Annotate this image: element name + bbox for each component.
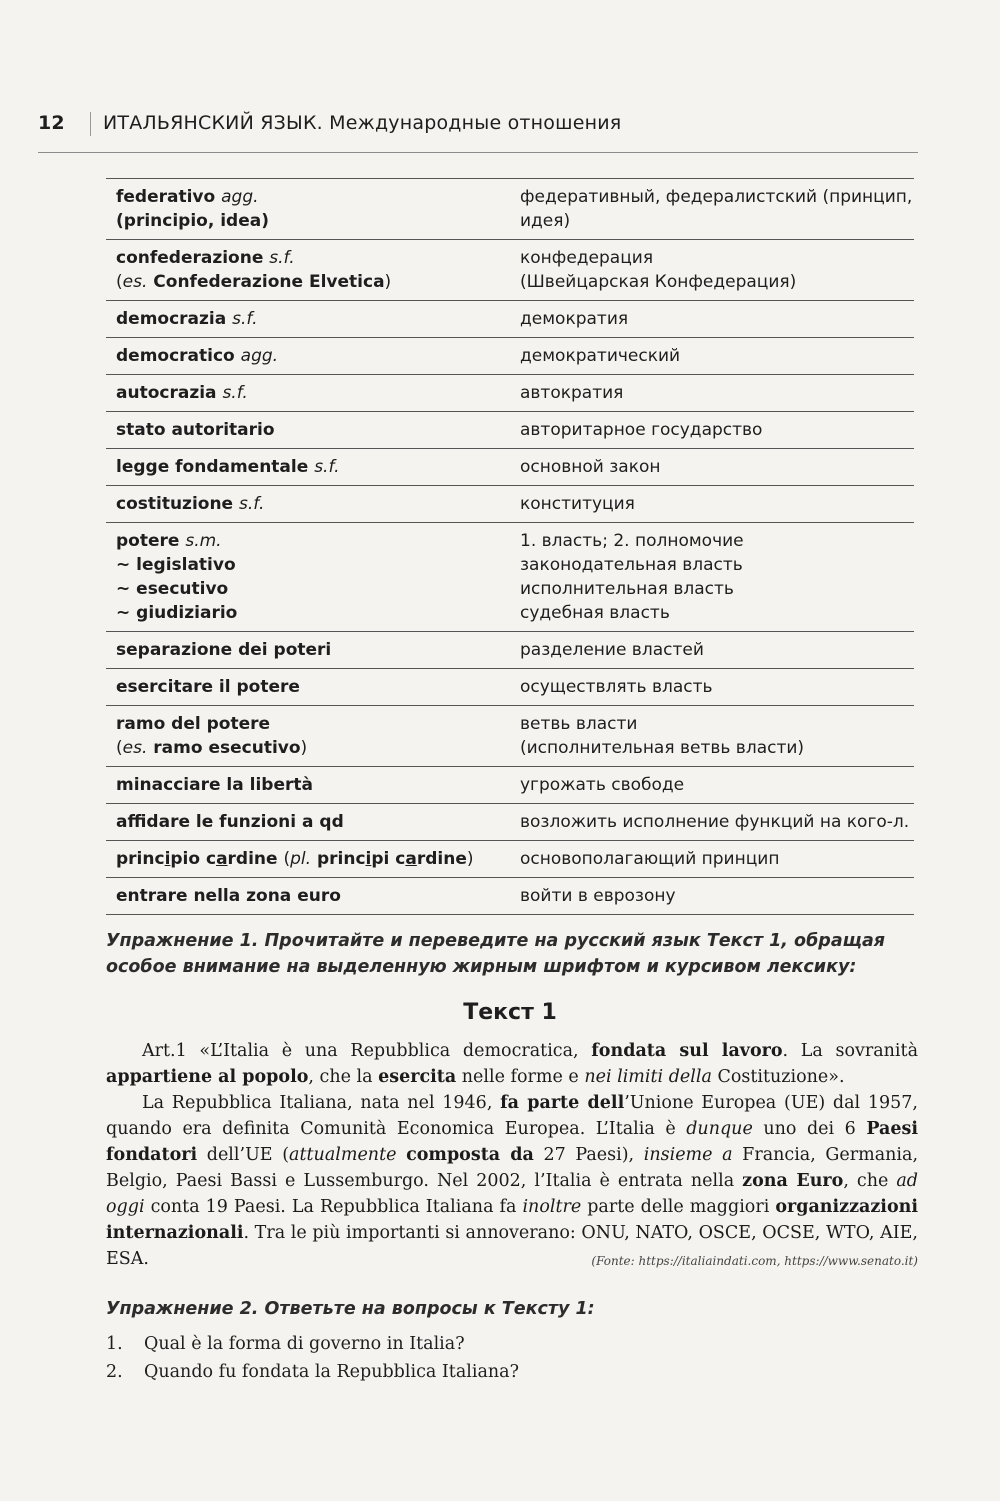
term-fragment: agg. bbox=[221, 187, 259, 207]
term-fragment: ramo esecutivo bbox=[147, 738, 301, 758]
term-fragment: a bbox=[216, 849, 228, 869]
question-item bbox=[106, 1330, 918, 1358]
term-fragment: ) bbox=[466, 849, 474, 869]
translation-line: ветвь власти bbox=[520, 714, 638, 734]
translation-line: войти в еврозону bbox=[520, 886, 676, 906]
term-line bbox=[116, 736, 510, 760]
italian-term bbox=[106, 638, 510, 662]
bold-term: fa parte dell bbox=[500, 1093, 625, 1113]
text-run: La Repubblica Italiana, nata nel 1946, bbox=[142, 1093, 501, 1113]
text-run: , che la bbox=[308, 1067, 379, 1087]
vocab-row bbox=[106, 375, 914, 412]
term-fragment: princ bbox=[311, 849, 366, 869]
source-citation: (Fonte: https://italiaindati.com, https://www.senato.it) bbox=[591, 1254, 918, 1268]
italic-term: dunque bbox=[686, 1119, 753, 1139]
term-fragment: rdine bbox=[416, 849, 467, 869]
paragraph bbox=[106, 1090, 918, 1272]
question-item bbox=[106, 1358, 918, 1386]
translation-line: разделение властей bbox=[520, 640, 704, 660]
text-run: conta 19 Paesi. La Repubblica Italiana fa bbox=[144, 1197, 523, 1217]
term-fragment: pi c bbox=[371, 849, 406, 869]
term-fragment: (principio, idea) bbox=[116, 211, 269, 231]
vocab-row bbox=[106, 179, 914, 240]
term-line bbox=[116, 553, 510, 577]
term-line bbox=[116, 773, 510, 797]
italic-term: insieme a bbox=[643, 1145, 733, 1165]
translation-line: идея) bbox=[520, 211, 571, 231]
text-run: Francia, Germania, Belgio, Paesi Bassi e Lussemburgo. Nel 2002, l’Italia è entrata nella bbox=[106, 1145, 919, 1191]
term-fragment: s.m. bbox=[185, 531, 222, 551]
bold-term: fondata sul lavoro bbox=[591, 1041, 783, 1061]
vocab-row bbox=[106, 706, 914, 767]
term-line bbox=[116, 418, 510, 442]
term-fragment: i bbox=[365, 849, 372, 869]
term-line bbox=[116, 675, 510, 699]
text-run: . Tra le più importanti si annoverano: ONU, NATO, OSCE, OCSE, WTO, AIE, ESA. bbox=[106, 1223, 918, 1269]
italian-term bbox=[106, 712, 510, 760]
bold-term: organizzazioni internazionali bbox=[106, 1197, 918, 1243]
italian-term bbox=[106, 455, 510, 479]
running-header bbox=[38, 112, 918, 136]
text-1-body bbox=[106, 1038, 918, 1272]
term-fragment: es. bbox=[122, 272, 148, 292]
term-fragment: a bbox=[405, 849, 417, 869]
text-run: 27 Paesi), bbox=[533, 1145, 644, 1165]
bold-term: appartiene al popolo bbox=[106, 1067, 309, 1087]
exercise-2-instruction: Упражнение 2. Ответьте на вопросы к Тексту 1: bbox=[106, 1299, 595, 1319]
italian-term bbox=[106, 381, 510, 405]
term-fragment: democratico bbox=[116, 346, 241, 366]
vocab-row bbox=[106, 338, 914, 375]
vocab-row bbox=[106, 412, 914, 449]
russian-translation bbox=[510, 638, 914, 662]
translation-line: угрожать свободе bbox=[520, 775, 685, 795]
russian-translation bbox=[510, 675, 914, 699]
vocabulary-table bbox=[106, 178, 914, 915]
bold-term: zona Euro bbox=[742, 1171, 844, 1191]
italian-term bbox=[106, 185, 510, 233]
question-list bbox=[106, 1330, 918, 1386]
term-fragment: Confederazione Elvetica bbox=[147, 272, 385, 292]
page-number: 12 bbox=[38, 112, 65, 134]
translation-line: 1. власть; 2. полномочие bbox=[520, 531, 744, 551]
term-fragment: confederazione bbox=[116, 248, 270, 268]
term-line bbox=[116, 209, 510, 233]
russian-translation bbox=[510, 847, 914, 871]
italic-term: nei limiti della bbox=[584, 1067, 712, 1087]
russian-translation bbox=[510, 455, 914, 479]
term-fragment: s.f. bbox=[269, 248, 295, 268]
term-fragment: federativo bbox=[116, 187, 222, 207]
italic-term: attualmente bbox=[289, 1145, 397, 1165]
header-divider bbox=[90, 112, 91, 136]
term-fragment: legge fondamentale bbox=[116, 457, 315, 477]
term-line bbox=[116, 185, 510, 209]
term-line bbox=[116, 712, 510, 736]
russian-translation bbox=[510, 492, 914, 516]
translation-line: конфедерация bbox=[520, 248, 654, 268]
paragraph bbox=[106, 1038, 918, 1090]
term-fragment: pio c bbox=[170, 849, 217, 869]
italian-term bbox=[106, 810, 510, 834]
russian-translation bbox=[510, 246, 914, 294]
text-run: dell’UE ( bbox=[197, 1145, 290, 1165]
term-fragment: ~ legislativo bbox=[116, 555, 236, 575]
exercise-1-instruction: Упражнение 1. Прочитайте и переведите на русский язык Текст 1, обращая особое внимание на выделенную жирным шрифтом и курсивом лексику: bbox=[106, 931, 886, 977]
italian-term bbox=[106, 418, 510, 442]
russian-translation bbox=[510, 344, 914, 368]
term-line bbox=[116, 270, 510, 294]
term-fragment: s.f. bbox=[314, 457, 340, 477]
term-fragment: rdine bbox=[227, 849, 284, 869]
term-fragment: i bbox=[164, 849, 171, 869]
italian-term bbox=[106, 884, 510, 908]
term-line bbox=[116, 884, 510, 908]
term-fragment: autocrazia bbox=[116, 383, 223, 403]
vocab-row bbox=[106, 240, 914, 301]
translation-line: демократический bbox=[520, 346, 681, 366]
term-fragment: ramo del potere bbox=[116, 714, 271, 734]
term-fragment: ( bbox=[116, 738, 123, 758]
term-line bbox=[116, 638, 510, 662]
term-fragment: ) bbox=[300, 738, 308, 758]
translation-line: осуществлять власть bbox=[520, 677, 713, 697]
term-line bbox=[116, 810, 510, 834]
translation-line: судебная власть bbox=[520, 603, 670, 623]
running-title: ИТАЛЬЯНСКИЙ ЯЗЫК. Международные отношения bbox=[103, 112, 622, 134]
term-fragment: stato autoritario bbox=[116, 420, 275, 440]
term-fragment: democrazia bbox=[116, 309, 233, 329]
vocab-row bbox=[106, 449, 914, 486]
translation-line: возложить исполнение функций на кого-л. bbox=[520, 812, 910, 832]
translation-line: основной закон bbox=[520, 457, 661, 477]
term-fragment: es. bbox=[122, 738, 148, 758]
russian-translation bbox=[510, 381, 914, 405]
text-run: . La sovranità bbox=[782, 1041, 918, 1061]
term-fragment: esercitare il potere bbox=[116, 677, 300, 697]
russian-translation bbox=[510, 418, 914, 442]
text-run: Art.1 «L’Italia è una Repubblica democratica, bbox=[142, 1041, 592, 1061]
text-title: Текст 1 bbox=[463, 1000, 557, 1025]
text-run: uno dei 6 bbox=[752, 1119, 867, 1139]
italic-term: inoltre bbox=[522, 1197, 582, 1217]
vocab-row bbox=[106, 878, 914, 915]
translation-line: законодательная власть bbox=[520, 555, 743, 575]
vocab-row bbox=[106, 804, 914, 841]
translation-line: исполнительная власть bbox=[520, 579, 734, 599]
bold-term: Paesi fondatori bbox=[106, 1119, 918, 1165]
vocab-row bbox=[106, 486, 914, 523]
term-fragment: separazione dei poteri bbox=[116, 640, 332, 660]
italian-term bbox=[106, 847, 510, 871]
header-rule bbox=[38, 152, 918, 153]
term-fragment: agg. bbox=[240, 346, 279, 366]
italian-term bbox=[106, 675, 510, 699]
term-line bbox=[116, 847, 510, 871]
term-fragment: ~ esecutivo bbox=[116, 579, 229, 599]
term-fragment: s.f. bbox=[232, 309, 258, 329]
term-fragment: ) bbox=[384, 272, 392, 292]
vocab-row bbox=[106, 841, 914, 878]
italian-term bbox=[106, 529, 510, 625]
russian-translation bbox=[510, 529, 914, 625]
russian-translation bbox=[510, 773, 914, 797]
text-run: nelle forme e bbox=[456, 1067, 585, 1087]
term-fragment: entrare nella zona euro bbox=[116, 886, 341, 906]
italian-term bbox=[106, 492, 510, 516]
term-line bbox=[116, 246, 510, 270]
term-line bbox=[116, 601, 510, 625]
term-fragment: minacciare la libertà bbox=[116, 775, 313, 795]
russian-translation bbox=[510, 712, 914, 760]
translation-line: федеративный, федералистский (принцип, bbox=[520, 187, 913, 207]
term-line bbox=[116, 307, 510, 331]
term-line bbox=[116, 455, 510, 479]
italic-term: ad oggi bbox=[106, 1171, 918, 1217]
italian-term bbox=[106, 307, 510, 331]
term-line bbox=[116, 492, 510, 516]
russian-translation bbox=[510, 810, 914, 834]
bold-term: composta da bbox=[406, 1145, 534, 1165]
term-fragment: princ bbox=[116, 849, 165, 869]
text-run: parte delle maggiori bbox=[581, 1197, 776, 1217]
term-fragment: ~ giudiziario bbox=[116, 603, 238, 623]
vocab-row bbox=[106, 301, 914, 338]
italian-term bbox=[106, 344, 510, 368]
translation-line: конституция bbox=[520, 494, 635, 514]
question-number: 1. bbox=[106, 1334, 123, 1354]
translation-line: основополагающий принцип bbox=[520, 849, 780, 869]
russian-translation bbox=[510, 307, 914, 331]
translation-line: авторитарное государство bbox=[520, 420, 763, 440]
text-run: ’Unione Europea (UE) dal 1957, quando era definita Comunità Economica Europea. L’Italia è bbox=[106, 1093, 918, 1139]
term-line bbox=[116, 381, 510, 405]
term-fragment: s.f. bbox=[239, 494, 265, 514]
russian-translation bbox=[510, 884, 914, 908]
text-run: Costituzione». bbox=[711, 1067, 845, 1087]
text-run bbox=[396, 1145, 406, 1165]
question-text: Qual è la forma di governo in Italia? bbox=[144, 1334, 465, 1354]
question-text: Quando fu fondata la Repubblica Italiana? bbox=[144, 1362, 519, 1382]
vocab-row bbox=[106, 767, 914, 804]
vocab-row bbox=[106, 632, 914, 669]
text-run: , che bbox=[843, 1171, 897, 1191]
term-fragment: s.f. bbox=[222, 383, 248, 403]
term-line bbox=[116, 529, 510, 553]
term-line bbox=[116, 577, 510, 601]
translation-line: (исполнительная ветвь власти) bbox=[520, 738, 805, 758]
translation-line: (Швейцарская Конфедерация) bbox=[520, 272, 797, 292]
term-fragment: ( bbox=[116, 272, 123, 292]
vocab-row bbox=[106, 523, 914, 632]
term-line bbox=[116, 344, 510, 368]
italian-term bbox=[106, 773, 510, 797]
term-fragment: costituzione bbox=[116, 494, 240, 514]
translation-line: демократия bbox=[520, 309, 629, 329]
italian-term bbox=[106, 246, 510, 294]
translation-line: автократия bbox=[520, 383, 624, 403]
term-fragment: potere bbox=[116, 531, 186, 551]
term-fragment: affidare le funzioni a qd bbox=[116, 812, 344, 832]
vocab-row bbox=[106, 669, 914, 706]
russian-translation bbox=[510, 185, 914, 233]
question-number: 2. bbox=[106, 1362, 123, 1382]
bold-term: esercita bbox=[378, 1067, 457, 1087]
term-fragment: ( bbox=[283, 849, 291, 869]
term-fragment: pl. bbox=[290, 849, 312, 869]
